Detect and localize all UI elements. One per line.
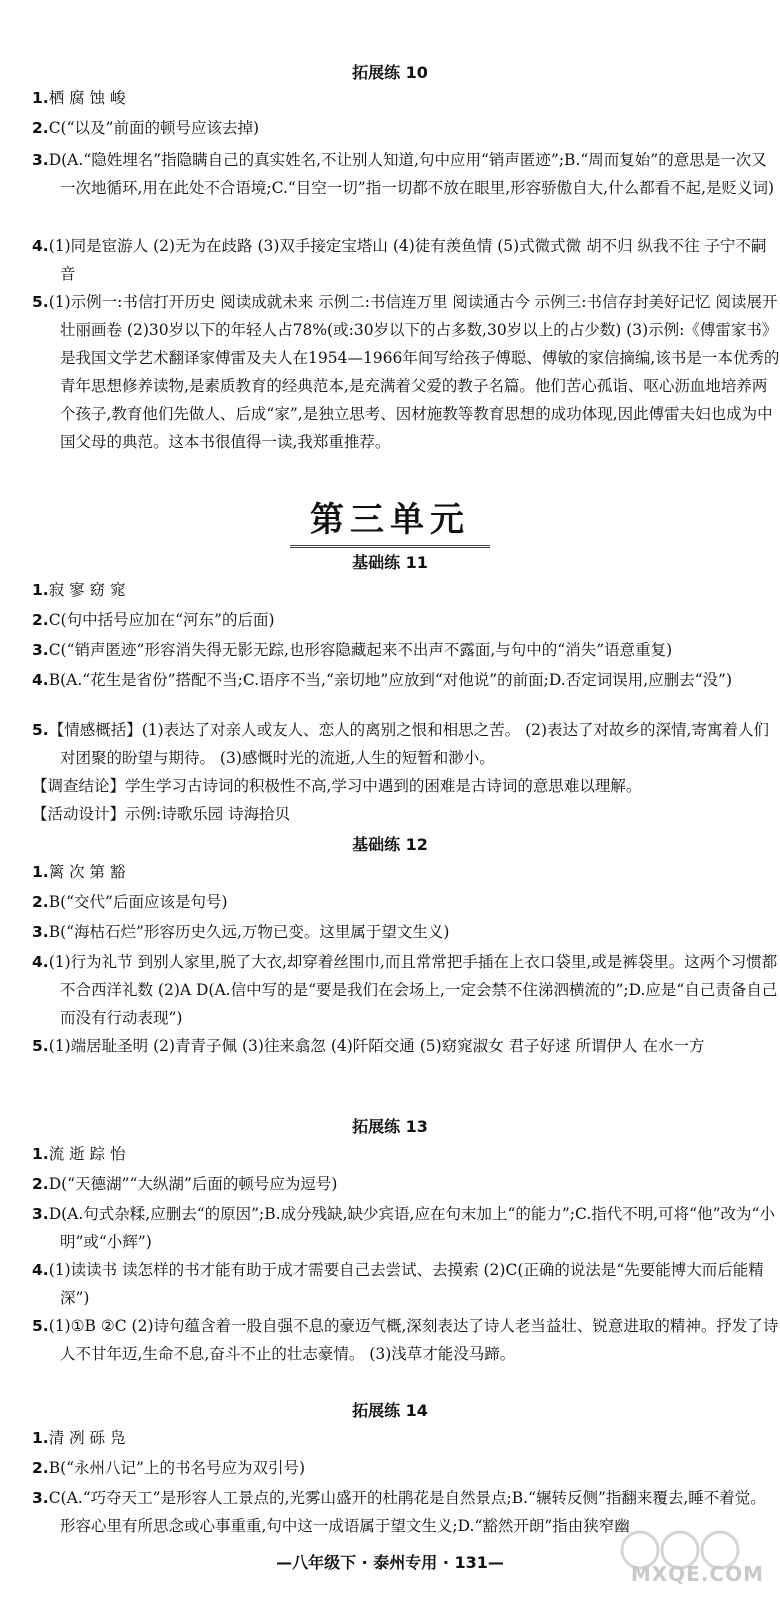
answer-item: 1.篱 次 第 豁 [32, 863, 126, 881]
section-title: 拓展练 10 [352, 63, 428, 82]
section-title: 基础练 12 [352, 835, 428, 854]
activity-design: 【活动设计】示例:诗歌乐园 诗海拾贝 [32, 805, 291, 823]
answer-item: 3.D(A.“隐姓埋名”指隐瞒自己的真实姓名,不让别人知道,句中应用“销声匿迹”;B.“周而复始”的意思是一次又一次地循环,用在此处不合语境;C.“目空一切”指一切都不放在眼里,形容骄傲自大,什么都看不起,是贬义词) [32, 151, 775, 197]
answer-item: 5.(1)端居耻圣明 (2)青青子佩 (3)往来翕忽 (4)阡陌交通 (5)窈窕淑女 君子好逑 所谓伊人 在水一方 [32, 1037, 705, 1055]
answer-item: 1.栖 腐 蚀 峻 [32, 89, 126, 107]
answer-item: 2.B(“交代”后面应该是句号) [32, 893, 228, 911]
watermark-text: MXQE.COM [630, 1562, 764, 1586]
answer-item: 4.B(A.“花生是省份”搭配不当;C.语序不当,“亲切地”应放到“对他说”的前面;D.否定词误用,应删去“没”) [32, 671, 733, 689]
unit-title: 第三单元 [0, 488, 780, 548]
watermark-logo [600, 1528, 770, 1588]
answer-item: 2.C(“以及”前面的顿号应该去掉) [32, 119, 259, 137]
section-title: 拓展练 13 [352, 1117, 428, 1136]
answer-item: 3.C(A.“巧夺天工”是形容人工景点的,光雾山盛开的杜鹃花是自然景点;B.“辗转反侧”指翻来覆去,睡不着觉。形容心里有所思念或心事重重,句中这一成语属于望文生义;D.“豁然开朗”指由狭窄幽 [32, 1489, 766, 1535]
answer-item: 3.B(“海枯石烂”形容历史久远,万物已变。这里属于望文生义) [32, 923, 450, 941]
answer-item: 5.【情感概括】(1)表达了对亲人或友人、恋人的离别之恨和相思之苦。 (2)表达了对故乡的深情,寄寓着人们对团聚的盼望与期待。 (3)感慨时光的流逝,人生的短暂和渺小。 [32, 721, 769, 767]
answer-item: 1.清 冽 砾 凫 [32, 1429, 126, 1447]
answer-item: 4.(1)读读书 读怎样的书才能有助于成才需要自己去尝试、去摸索 (2)C(正确的说法是“先要能博大而后能精深”) [32, 1261, 764, 1307]
answer-item: 2.C(句中括号应加在“河东”的后面) [32, 611, 275, 629]
page-footer: —八年级下 · 泰州专用 · 131— [276, 1553, 504, 1572]
answer-item: 5.(1)①B ②C (2)诗句蕴含着一股自强不息的豪迈气概,深刻表达了诗人老当益壮、锐意进取的精神。抒发了诗人不甘年迈,生命不息,奋斗不止的壮志豪情。 (3)浅草才能没马蹄。 [32, 1317, 779, 1363]
section-title: 基础练 11 [352, 553, 428, 572]
answer-item: 4.(1)行为礼节 到别人家里,脱了大衣,却穿着丝围巾,而且常常把手插在上衣口袋里,或是裤袋里。这两个习惯都不合西洋礼数 (2)A D(A.信中写的是“要是我们在会场上,一定会禁不住涕泗横流的”;D.应是“自己责备自己而没有行动表现”) [32, 953, 778, 1027]
answer-item: 3.D(A.句式杂糅,应删去“的原因”;B.成分残缺,缺少宾语,应在句末加上“的能力”;C.指代不明,可将“他”改为“小明”或“小辉”) [32, 1205, 775, 1251]
answer-item: 2.B(“永州八记”上的书名号应为双引号) [32, 1459, 306, 1477]
answer-item: 3.C(“销声匿迹”形容消失得无影无踪,也形容隐藏起来不出声不露面,与句中的“消失”语意重复) [32, 641, 673, 659]
answer-item: 1.寂 寥 窈 窕 [32, 581, 126, 599]
survey-conclusion: 【调查结论】学生学习古诗词的积极性不高,学习中遇到的困难是古诗词的意思难以理解。 [32, 777, 642, 795]
answer-item: 4.(1)同是宦游人 (2)无为在歧路 (3)双手接定宝塔山 (4)徒有羡鱼情 (5)式微式微 胡不归 纵我不往 子宁不嗣音 [32, 237, 767, 283]
answer-item: 1.流 逝 踪 怡 [32, 1145, 126, 1163]
answer-item: 5.(1)示例一:书信打开历史 阅读成就未来 示例二:书信连万里 阅读通古今 示例三:书信存封美好记忆 阅读展开壮丽画卷 (2)30岁以下的年轻人占78%(或:30岁以下的占多数,30岁以上的占少数) (3)示例:《傅雷家书》是我国文学艺术翻译家傅雷及夫人在1954—1966年间写给孩子傅聪、傅敏的家信摘编,该书是一本优秀的青年思想修养读物,是素质教育的经典范本,是充满着父爱的教子名篇。他们苦心孤诣、呕心沥血地培养两个孩子,教育他们先做人、后成“家”,是独立思考、因材施教等教育思想的成功体现,因此傅雷夫妇也成为中国父母的典范。这本书很值得一读,我郑重推荐。 [32, 293, 780, 451]
answer-item: 2.D(“天德湖”“大纵湖”后面的顿号应为逗号) [32, 1175, 338, 1193]
section-title: 拓展练 14 [352, 1401, 428, 1420]
